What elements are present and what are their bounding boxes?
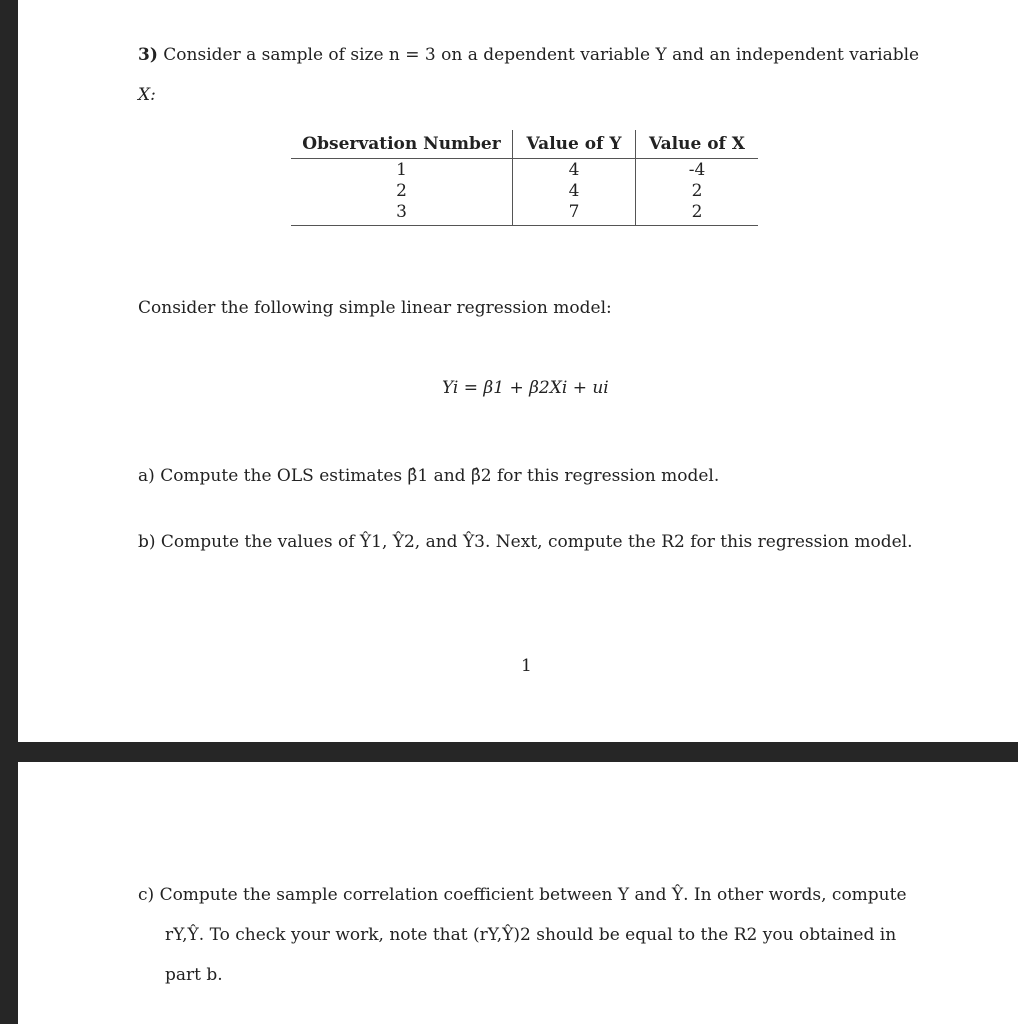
cell-x: 2 bbox=[691, 180, 703, 201]
page-1 bbox=[18, 0, 1018, 742]
data-table bbox=[291, 130, 758, 226]
model-intro: Consider the following simple linear regression model: bbox=[138, 298, 612, 318]
cell-y: 4 bbox=[513, 159, 636, 181]
regression-equation: Yi = β1 + β2Xi + ui bbox=[442, 378, 609, 398]
part-b-text: Compute the values of Ŷ1, Ŷ2, and Ŷ3. Next, compute the R2 for this regression model. bbox=[160, 532, 913, 552]
cell-y: 4 bbox=[513, 180, 636, 201]
part-c-line1 bbox=[138, 884, 907, 906]
part-c-line2: rY,Ŷ. To check your work, note that (rY,Ŷ)2 should be equal to the R2 you obtained in bbox=[165, 925, 897, 945]
part-a bbox=[138, 465, 719, 487]
part-b-label: b) bbox=[138, 532, 156, 552]
cell-observation: 1 bbox=[291, 159, 513, 181]
cell-x: -4 bbox=[688, 159, 706, 180]
header-observation-number: Observation Number bbox=[291, 130, 513, 159]
part-c-line3: part b. bbox=[165, 965, 223, 985]
header-value-of-y: Value of Y bbox=[513, 130, 636, 159]
header-value-of-x: Value of X bbox=[636, 130, 759, 159]
cell-x: 2 bbox=[636, 201, 759, 226]
problem-intro-line2: X: bbox=[138, 85, 156, 105]
page-number: 1 bbox=[521, 656, 532, 676]
part-a-label: a) bbox=[138, 466, 155, 486]
cell-y: 7 bbox=[513, 201, 636, 226]
part-c-text-line1: Compute the sample correlation coefficient between Y and Ŷ. In other words, compute bbox=[159, 885, 907, 905]
table-header-row bbox=[291, 130, 758, 159]
part-c-label: c) bbox=[138, 885, 155, 905]
part-a-text: Compute the OLS estimates β̂1 and β̂2 for this regression model. bbox=[160, 466, 720, 486]
problem-intro-text: Consider a sample of size n = 3 on a dependent variable Y and an independent variable bbox=[163, 45, 920, 65]
problem-number: 3) bbox=[138, 45, 158, 65]
table-row bbox=[291, 201, 758, 226]
part-b bbox=[138, 531, 913, 553]
cell-observation: 3 bbox=[291, 201, 513, 226]
table-row bbox=[291, 180, 758, 201]
page-2 bbox=[18, 762, 1018, 1024]
cell-observation: 2 bbox=[291, 180, 513, 201]
problem-intro-line1 bbox=[138, 44, 919, 66]
table-row bbox=[291, 159, 758, 181]
